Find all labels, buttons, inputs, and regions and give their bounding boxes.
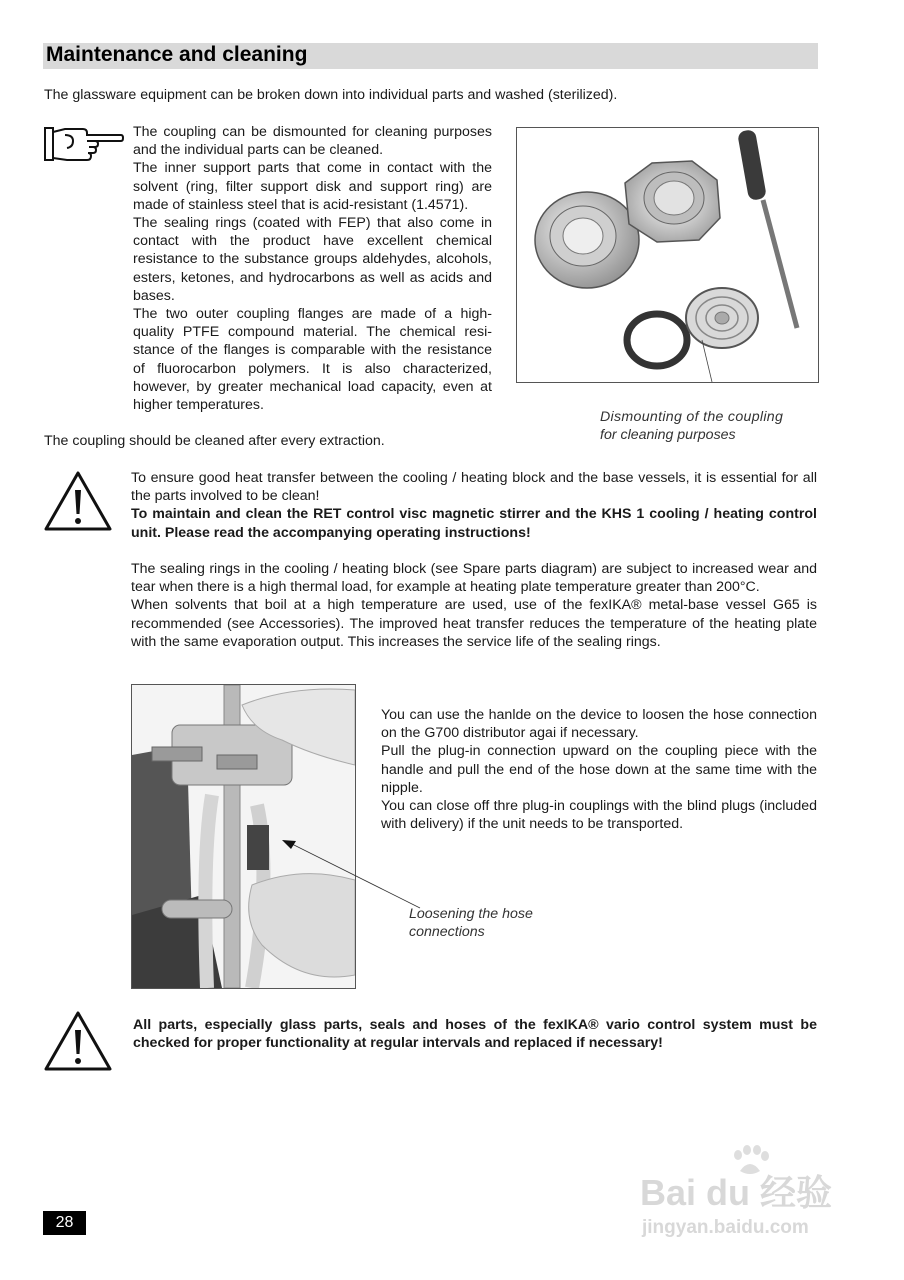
coupling-parts-photo xyxy=(516,127,819,383)
warning-bold-text: To maintain and clean the RET control visc magnetic stirrer and the KHS 1 cooling / heating control unit. Please read the accompanying operating instructions! xyxy=(131,506,817,541)
heat-transfer-warning xyxy=(131,469,817,651)
warning-text: To ensure good heat transfer between the cooling / heating block and the base vessels, it is essential for all the parts involved to be clean! xyxy=(131,470,817,505)
note-paragraph: The two outer coupling flanges are made of a high-quality PTFE compound material. The chemical resistance of the flanges is comparable with the resistance of fluorocarbon polymers. It is also characterized, however, by greater mechanical load capacity, even at higher temperatures. xyxy=(133,306,492,414)
page-number: 28 xyxy=(43,1211,86,1235)
inspection-warning: All parts, especially glass parts, seals and hoses of the fexIKA® vario control system must be checked for proper functionality at regular intervals and replaced if necessary! xyxy=(133,1017,817,1052)
pointing-hand-icon xyxy=(43,124,125,164)
spacer xyxy=(131,542,817,560)
hose-paragraph: You can use the hanlde on the device to loosen the hose connection on the G700 distributor agai if necessary. xyxy=(381,707,817,742)
note-paragraph: The sealing rings (coated with FEP) that also come in contact with the product have excellent chemical resistance to the substance groups aldehydes, alcohols, esters, ketones, and hydrocarbons as well as acids and bases. xyxy=(133,215,492,304)
watermark-url: jingyan.baidu.com xyxy=(642,1217,809,1238)
page-title: Maintenance and cleaning xyxy=(46,43,308,66)
figure-caption-coupling xyxy=(600,408,810,444)
caption-line: for cleaning purposes xyxy=(600,427,736,444)
warning-triangle-icon xyxy=(43,470,113,532)
watermark-logo-text: Bai du 经验 xyxy=(640,1172,833,1213)
caption-line: Dismounting of the coupling xyxy=(600,409,784,425)
figure-caption-hose xyxy=(409,905,609,941)
sealing-rings-text: The sealing rings in the cooling / heating block (see Spare parts diagram) are subject to increased wear and tear when there is a high thermal load, for example at heating plate temperature greater than 200°C. xyxy=(131,561,817,596)
hose-paragraph: Pull the plug-in connection upward on the coupling piece with the handle and pull the end of the hose down at the same time with the nipple. xyxy=(381,743,817,796)
intro-text: The glassware equipment can be broken down into individual parts and washed (sterilized). xyxy=(44,87,618,103)
note-text-block xyxy=(133,123,492,414)
paw-logo-icon xyxy=(730,1145,770,1175)
note-paragraph: The coupling can be dismounted for cleaning purposes and the individual parts can be cleaned. xyxy=(133,124,492,159)
caption-line: connections xyxy=(409,924,485,941)
baidu-watermark xyxy=(640,1145,860,1245)
hose-instructions xyxy=(381,706,817,833)
cleaning-frequency-text: The coupling should be cleaned after every extraction. xyxy=(44,433,385,449)
warning-triangle-icon xyxy=(43,1010,113,1072)
hose-paragraph: You can close off thre plug-in couplings with the blind plugs (included with delivery) if the unit needs to be transported. xyxy=(381,798,817,833)
note-paragraph: The inner support parts that come in contact with the solvent (ring, filter support disk and support ring) are made of stainless steel that is acid-resistant (1.4571). xyxy=(133,160,492,213)
caption-line: Loosening the hose xyxy=(409,906,533,922)
metal-base-vessel-text: When solvents that boil at a high temperature are used, use of the fexIKA® metal-base vessel G65 is recommended (see Accessories). The improved heat transfer reduces the temperature of the heating plate with the same evaporation output. This increases the service life of the sealing rings. xyxy=(131,597,817,650)
pointer-arrow xyxy=(270,832,430,912)
